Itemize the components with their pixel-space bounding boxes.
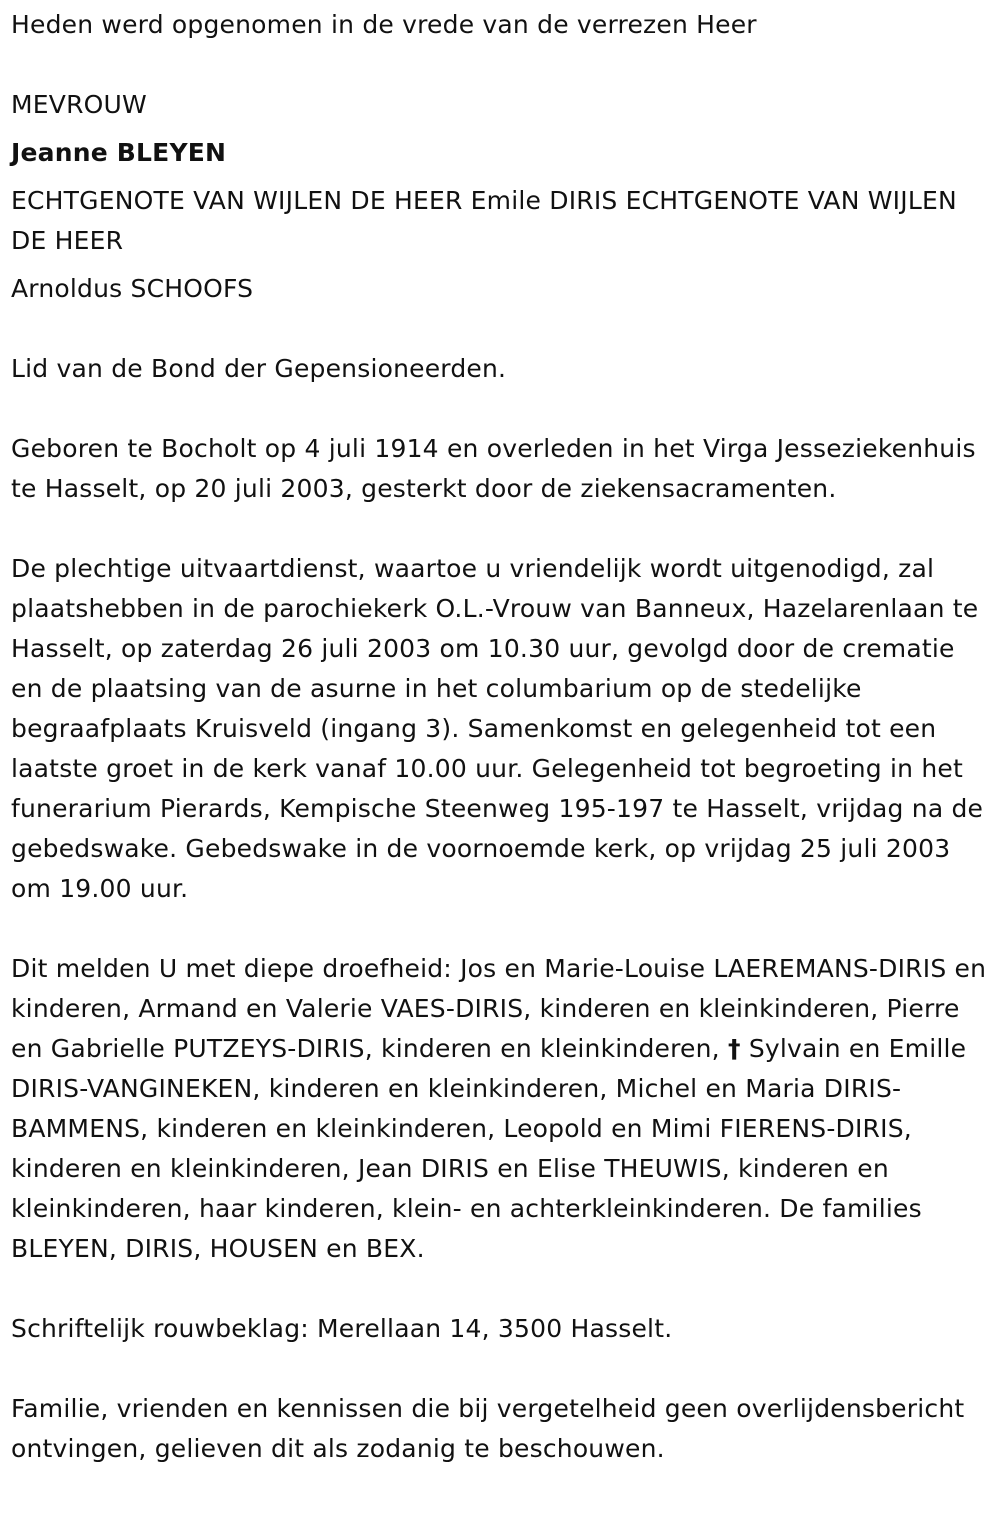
spacer (11, 389, 989, 429)
spacer (11, 909, 989, 949)
intro-text: Heden werd opgenomen in de vrede van de verrezen Heer (11, 10, 757, 39)
funeral-details: De plechtige uitvaartdienst, waartoe u vriendelijk wordt uitgenodigd, zal plaatshebben in de parochiekerk O.L.-Vrouw van Banneux, Hazelarenlaan te Hasselt, op zaterdag 26 juli 2003 om 10.30 uur, gevolgd door de crematie en de plaatsing van de asurne in het columbarium op de stedelijke begraafplaats Kruisveld (ingang 3). Samenkomst en gelegenheid tot een laatste groet in de kerk vanaf 10.00 uur. Gelegenheid tot begroeting in het funerarium Pierards, Kempische Steenweg 195-197 te Hasselt, vrijdag na de gebedswake. Gebedswake in de voornoemde kerk, op vrijdag 25 juli 2003 om 19.00 uur. (11, 554, 984, 903)
honorific-title: MEVROUW (11, 90, 147, 119)
spacer (11, 261, 989, 269)
mourners-text-part-1: Dit melden U met diepe droefheid: Jos en Marie-Louise LAEREMANS-DIRIS en kinderen, Armand en Valerie VAES-DIRIS, kinderen en kleinkinderen, Pierre en Gabrielle PUTZEYS-DIRIS, kinderen en kleinkinderen, (11, 954, 987, 1063)
deceased-name: Jeanne BLEYEN (11, 138, 227, 167)
membership-text: Lid van de Bond der Gepensioneerden. (11, 354, 507, 383)
birth-death-text: Geboren te Bocholt op 4 juli 1914 en overleden in het Virga Jesseziekenhuis te Hasselt, op 20 juli 2003, gesterkt door de ziekensacramenten. (11, 434, 976, 503)
spacer (11, 1269, 989, 1309)
spacer (11, 1349, 989, 1389)
spouse-line: ECHTGENOTE VAN WIJLEN DE HEER Emile DIRIS ECHTGENOTE VAN WIJLEN DE HEER (11, 186, 957, 255)
spacer (11, 173, 989, 181)
spacer (11, 309, 989, 349)
condolence-address: Schriftelijk rouwbeklag: Merellaan 14, 3500 Hasselt. (11, 1314, 673, 1343)
cross-icon: † (727, 1034, 741, 1063)
closing-text: Familie, vrienden en kennissen die bij vergetelheid geen overlijdensbericht ontvingen, gelieven dit als zodanig te beschouwen. (11, 1394, 965, 1463)
second-spouse-name: Arnoldus SCHOOFS (11, 274, 254, 303)
spacer (11, 509, 989, 549)
mourners-paragraph (11, 949, 989, 1269)
mourners-text-part-2: Sylvain en Emille DIRIS-VANGINEKEN, kinderen en kleinkinderen, Michel en Maria DIRIS-BAMMENS, kinderen en kleinkinderen, Leopold en Mimi FIERENS-DIRIS, kinderen en kleinkinderen, Jean DIRIS en Elise THEUWIS, kinderen en kleinkinderen, haar kinderen, klein- en achterkleinkinderen. De families BLEYEN, DIRIS, HOUSEN en BEX. (11, 1034, 967, 1263)
spacer (11, 125, 989, 133)
spacer (11, 45, 989, 85)
